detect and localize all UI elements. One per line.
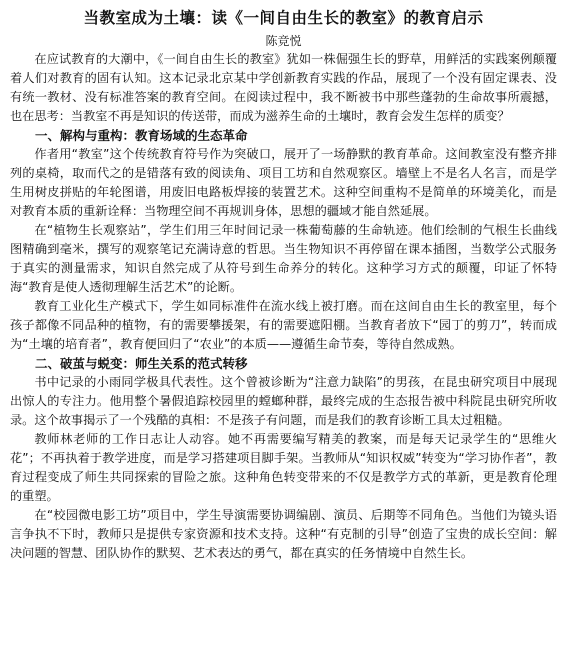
document-title: 当教室成为土壤：读《一间自由生长的教室》的教育启示 <box>83 8 484 27</box>
section-heading-2: 二、破茧与蜕变：师生关系的范式转移 <box>35 356 248 371</box>
section1-paragraph: 作者用“教室”这个传统教育符号作为突破口，展开了一场静默的教育革命。这间教室没有整齐排列的桌椅，取而代之的是错落有致的阅读角、项目工坊和自然观察区。墙壁上不是名人名言，而是学生用树皮拼贴的年轮图谱，用废旧电路板焊接的装置艺术。这种空间重构不是简单的环境美化，而是对教育本质的重新诠释：当物理空间不再规训身体，思想的疆域才能自然延展。 <box>10 147 557 218</box>
section2-paragraph: 教师林老师的工作日志让人动容。她不再需要编写精美的教案，而是每天记录学生的“思维火花”；不再执着于教学进度，而是学习搭建项目脚手架。当教师从“知识权威”转变为“学习协作者”，教育过程变成了师生共同探索的冒险之旅。这种角色转变带来的不仅是教学方式的革新，更是教育伦理的重塑。 <box>10 432 557 503</box>
section2-paragraph: 书中记录的小雨同学极具代表性。这个曾被诊断为“注意力缺陷”的男孩，在昆虫研究项目中展现出惊人的专注力。他用整个暑假追踪校园里的螳螂种群，最终完成的生态报告被中科院昆虫研究所收录。这个故事揭示了一个残酷的真相：不是孩子有问题，而是我们的教育诊断工具太过粗糙。 <box>10 375 557 427</box>
author-name: 陈竞悦 <box>265 34 302 48</box>
section1-paragraph: 教育工业化生产模式下，学生如同标准件在流水线上被打磨。而在这间自由生长的教室里，每个孩子都像不同品种的植物，有的需要攀援架，有的需要遮阳棚。当教育者放下“园丁的剪刀”，转而成为“土壤的培育者”，教育便回归了“农业”的本质——遵循生命节奏，等待自然成熟。 <box>10 299 557 351</box>
section2-paragraph: 在“校园微电影工坊”项目中，学生导演需要协调编剧、演员、后期等不同角色。当他们为镜头语言争执不下时，教师只是提供专家资源和技术支持。这种“有克制的引导”创造了宝贵的成长空间：解决问题的智慧、团队协作的默契、艺术表达的勇气，都在真实的任务情境中自然生长。 <box>10 508 557 560</box>
section1-paragraph: 在“植物生长观察站”，学生们用三年时间记录一株葡萄藤的生命轨迹。他们绘制的气根生长曲线图精确到毫米，撰写的观察笔记充满诗意的哲思。当生物知识不再停留在课本插图，当数学公式服务于真实的测量需求，知识自然完成了从符号到生命养分的转化。这种学习方式的颠覆，印证了怀特海“教育是使人透彻理解生活艺术”的论断。 <box>10 223 557 294</box>
section-heading-1: 一、解构与重构：教育场域的生态革命 <box>35 128 248 143</box>
intro-paragraph: 在应试教育的大潮中，《一间自由生长的教室》犹如一株倔强生长的野草，用鲜活的实践案例颠覆着人们对教育的固有认知。这本记录北京某中学创新教育实践的作品，展现了一个没有固定课表、没有统一教材、没有标准答案的教育空间。在阅读过程中，我不断被书中那些蓬勃的生命故事所震撼，也在思考：当教室不再是知识的传送带，而成为滋养生命的土壤时，教育会发生怎样的质变？ <box>10 52 557 123</box>
